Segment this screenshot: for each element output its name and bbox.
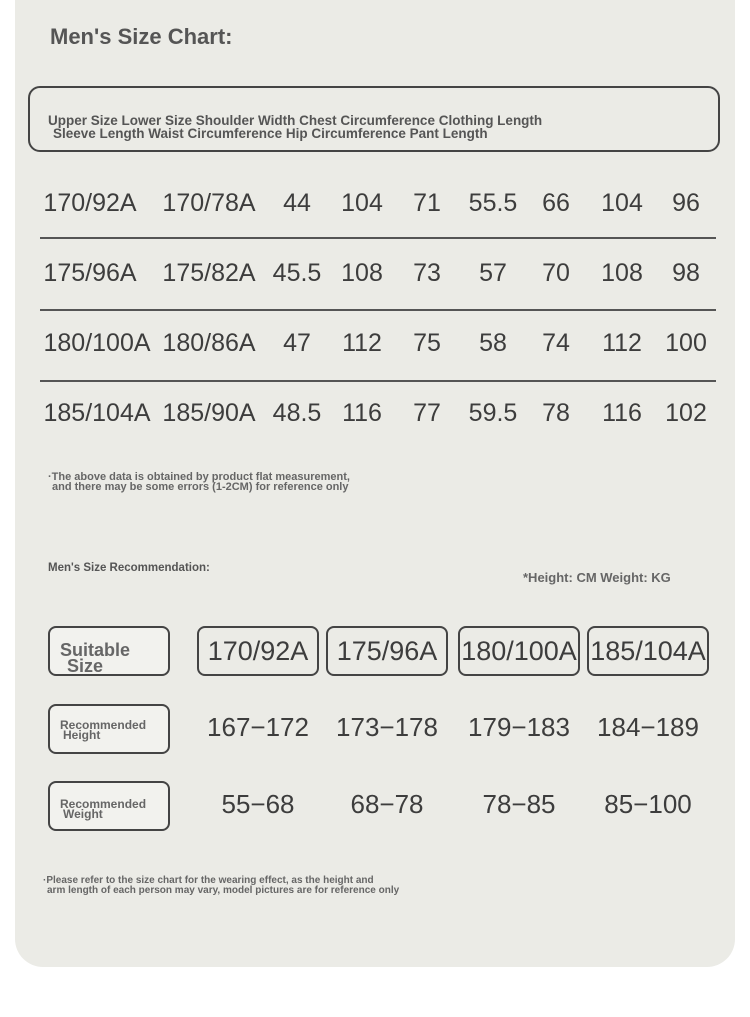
table-cell: 185/90A bbox=[162, 399, 256, 427]
measurement-note bbox=[48, 472, 350, 492]
table-cell: 77 bbox=[413, 399, 441, 427]
table-row bbox=[0, 329, 750, 369]
weight-range: 55−68 bbox=[221, 789, 295, 819]
table-cell: 75 bbox=[413, 329, 441, 357]
table-cell: 78 bbox=[542, 399, 570, 427]
table-cell: 104 bbox=[601, 189, 643, 217]
size-box: 180/100A bbox=[458, 626, 580, 676]
header-line-2: Sleeve Length Waist Circumference Hip Circumference Pant Length bbox=[53, 126, 488, 141]
table-cell: 70 bbox=[542, 259, 570, 287]
label-line-1: Recommended bbox=[60, 718, 147, 732]
table-cell: 116 bbox=[342, 399, 382, 427]
table-cell: 57 bbox=[479, 259, 507, 287]
size-box: 175/96A bbox=[326, 626, 448, 676]
table-cell: 47 bbox=[283, 329, 311, 357]
weight-range: 85−100 bbox=[604, 789, 692, 819]
table-cell: 175/82A bbox=[162, 259, 256, 287]
table-cell: 44 bbox=[283, 189, 311, 217]
table-cell: 112 bbox=[342, 329, 382, 357]
height-range: 179−183 bbox=[468, 712, 570, 742]
measurement-note-line-2: and there may be some errors (1-2CM) for reference only bbox=[52, 481, 349, 493]
table-cell: 170/92A bbox=[43, 189, 137, 217]
table-cell: 104 bbox=[341, 189, 383, 217]
table-cell: 98 bbox=[672, 259, 700, 287]
label-recommended-height bbox=[48, 704, 170, 754]
table-cell: 66 bbox=[542, 189, 570, 217]
table-cell: 102 bbox=[665, 399, 707, 427]
label-line-1: Suitable bbox=[60, 640, 131, 660]
table-cell: 100 bbox=[665, 329, 707, 357]
table-cell: 108 bbox=[341, 259, 383, 287]
label-suitable-size bbox=[48, 626, 170, 676]
page-title: Men's Size Chart: bbox=[50, 24, 233, 49]
table-cell: 48.5 bbox=[272, 399, 322, 427]
height-range: 167−172 bbox=[207, 712, 309, 742]
table-row bbox=[0, 189, 750, 229]
unit-note: *Height: CM Weight: KG bbox=[523, 570, 671, 585]
wearing-note bbox=[43, 876, 399, 896]
table-cell: 116 bbox=[602, 399, 642, 427]
row-divider bbox=[40, 309, 716, 311]
height-range: 173−178 bbox=[336, 712, 438, 742]
row-divider bbox=[40, 380, 716, 382]
height-range: 184−189 bbox=[597, 712, 699, 742]
weight-range: 68−78 bbox=[350, 789, 424, 819]
measurement-note-line-1: ·The above data is obtained by product flat measurement, bbox=[48, 471, 350, 483]
table-cell: 175/96A bbox=[43, 259, 137, 287]
table-cell: 74 bbox=[542, 329, 570, 357]
table-row bbox=[0, 259, 750, 299]
table-cell: 71 bbox=[413, 189, 441, 217]
label-line-1: Recommended bbox=[60, 797, 147, 811]
recommendation-title: Men's Size Recommendation: bbox=[48, 562, 210, 574]
size-box: 185/104A bbox=[587, 626, 709, 676]
table-row bbox=[0, 399, 750, 439]
table-cell: 180/86A bbox=[162, 329, 256, 357]
label-recommended-weight bbox=[48, 781, 170, 831]
wearing-note-line-1: ·Please refer to the size chart for the wearing effect, as the height and bbox=[43, 875, 374, 886]
table-cell: 59.5 bbox=[468, 399, 518, 427]
table-cell: 108 bbox=[601, 259, 643, 287]
table-cell: 185/104A bbox=[43, 399, 151, 427]
table-cell: 58 bbox=[479, 329, 507, 357]
table-cell: 112 bbox=[602, 329, 642, 357]
table-cell: 73 bbox=[413, 259, 441, 287]
table-cell: 55.5 bbox=[468, 189, 518, 217]
label-line-2: Size bbox=[67, 656, 104, 676]
table-cell: 96 bbox=[672, 189, 700, 217]
row-divider bbox=[40, 237, 716, 239]
size-box: 170/92A bbox=[197, 626, 319, 676]
table-cell: 45.5 bbox=[272, 259, 322, 287]
label-line-2: Weight bbox=[63, 807, 103, 821]
table-cell: 180/100A bbox=[43, 329, 151, 357]
wearing-note-line-2: arm length of each person may vary, model pictures are for reference only bbox=[47, 885, 400, 896]
label-line-2: Height bbox=[63, 728, 101, 742]
table-header bbox=[28, 86, 720, 152]
weight-range: 78−85 bbox=[482, 789, 556, 819]
table-cell: 170/78A bbox=[162, 189, 256, 217]
header-line-1: Upper Size Lower Size Shoulder Width Chest Circumference Clothing Length bbox=[48, 113, 543, 128]
